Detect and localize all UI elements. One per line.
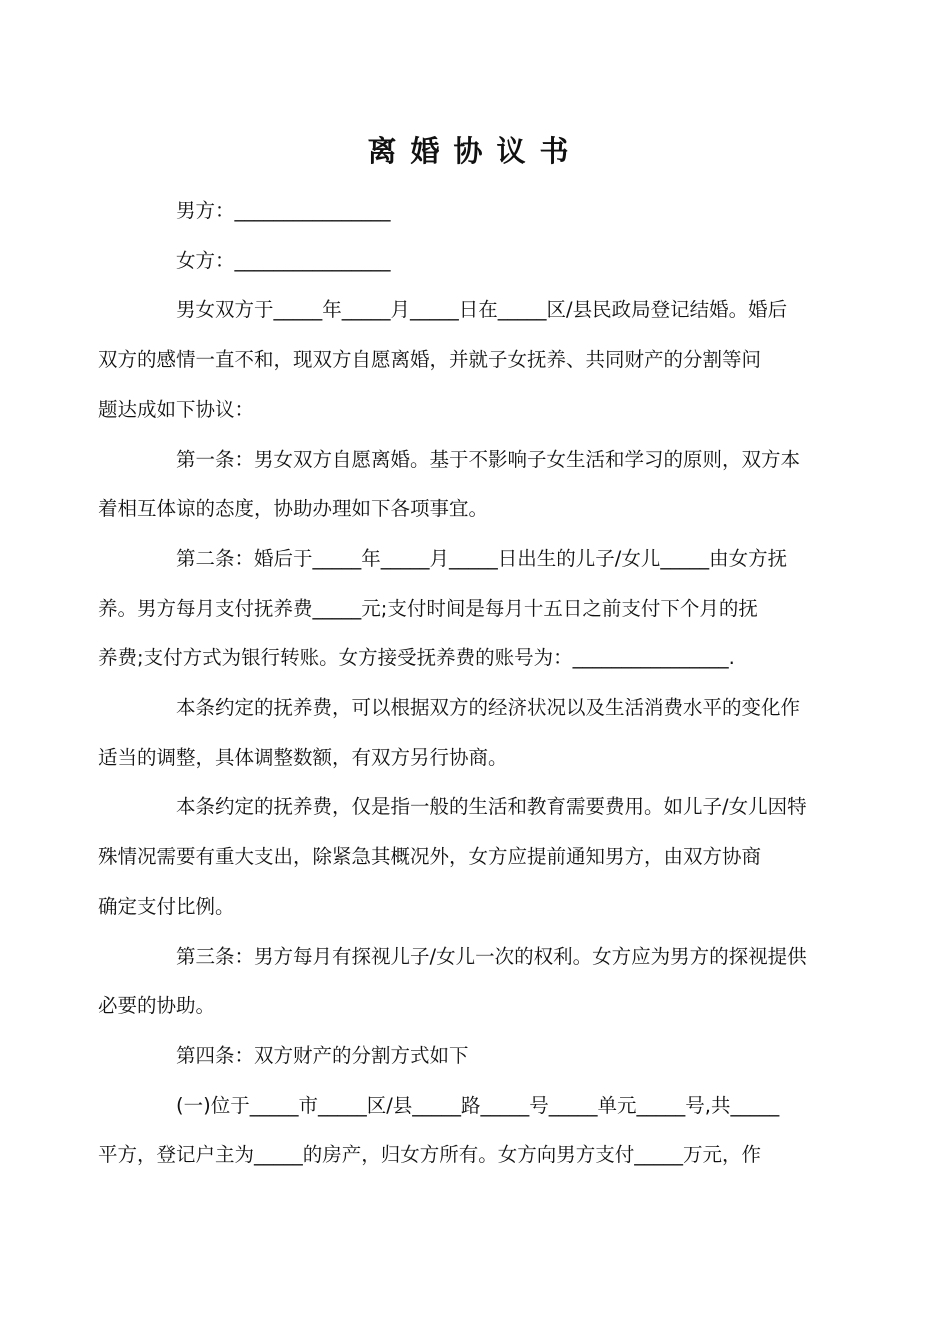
female-party-line [137,236,797,286]
text-line: 女方：________________ [176,248,391,272]
article-2-paragraph [98,534,797,683]
text-line: 男方：________________ [176,199,391,222]
text-line: 殊情况需要有重大支出，除紧急其概况外，女方应提前通知男方，由双方协商 [98,845,762,869]
text-line: 双方的感情一直不和，现双方自愿离婚，并就子女抚养、共同财产的分割等问 [98,348,762,372]
text-line: 男女双方于_____年_____月_____日在_____区/县民政局登记结婚。婚后 [176,298,788,322]
article-2-expense-paragraph [98,782,807,931]
text-line: 第四条：双方财产的分割方式如下 [176,1043,469,1067]
text-line: 平方，登记户主为_____的房产，归女方所有。女方向男方支付_____万元，作 [98,1143,762,1167]
text-line: 必要的协助。 [98,994,216,1018]
document-body [98,186,807,1180]
article-1-paragraph [98,435,801,534]
text-line: 着相互体谅的态度，协助办理如下各项事宜。 [98,497,489,521]
document-title: 离婚协议书 [367,134,583,168]
text-line: (一)位于_____市_____区/县_____路_____号_____单元_____号,共_____ [176,1093,780,1117]
text-line: 养。男方每月支付抚养费_____元;支付时间是每月十五日之前支付下个月的抚 [98,596,758,620]
text-line: 第三条：男方每月有探视儿子/女儿一次的权利。女方应为男方的探视提供 [176,944,807,968]
article-2-adjustment-paragraph [98,683,801,782]
article-4-item-1-paragraph [98,1081,797,1180]
text-line: 第一条：男女双方自愿离婚。基于不影响子女生活和学习的原则，双方本 [176,447,801,471]
text-line: 第二条：婚后于_____年_____月_____日出生的儿子/女儿_____由女方抚 [176,546,788,570]
text-line: 确定支付比例。 [98,894,235,918]
male-party-line [137,186,797,236]
preamble-paragraph [98,285,797,434]
text-line: 养费;支付方式为银行转账。女方接受抚养费的账号为：________________. [98,646,735,670]
text-line: 适当的调整，具体调整数额，有双方另行协商。 [98,745,508,769]
text-line: 本条约定的抚养费，仅是指一般的生活和教育需要费用。如儿子/女儿因特 [176,795,807,819]
article-4-paragraph [137,1031,797,1081]
article-3-paragraph [98,932,807,1031]
text-line: 本条约定的抚养费，可以根据双方的经济状况以及生活消费水平的变化作 [176,696,801,720]
text-line: 题达成如下协议： [98,397,255,421]
